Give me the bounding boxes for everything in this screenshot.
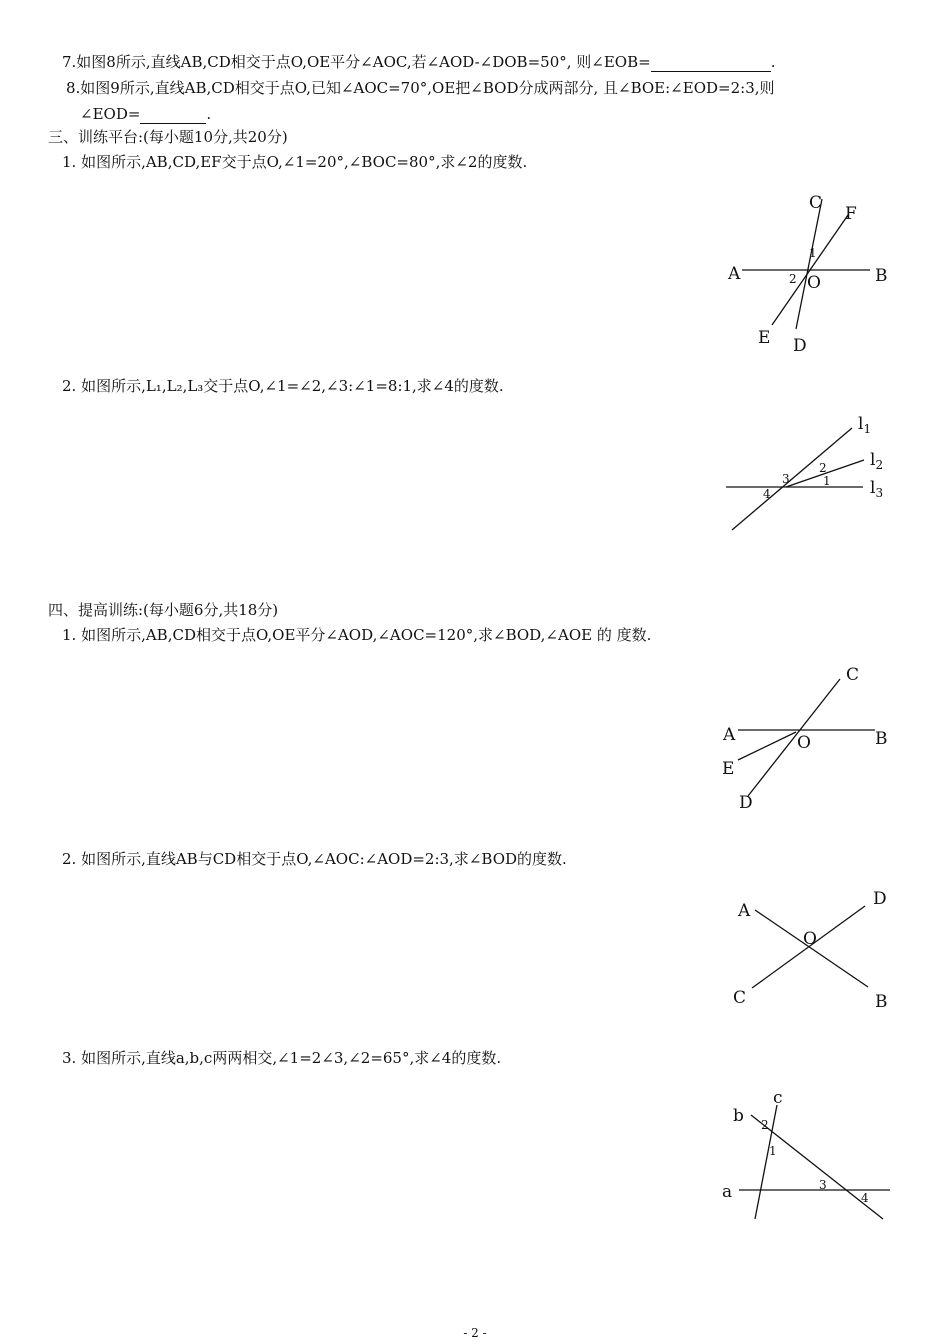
label-b: B — [875, 729, 888, 749]
angle-3-label: 3 — [782, 472, 790, 486]
question-7-text: 7.如图8所示,直线AB,CD相交于点O,OE平分∠AOC,若∠AOD-∠DOB=50°, 则∠EOB= — [62, 53, 651, 71]
label-d: D — [793, 336, 807, 356]
label-d: D — [873, 889, 887, 909]
label-o: O — [807, 273, 821, 293]
question-7-tail: . — [770, 53, 776, 71]
line-cd — [748, 679, 840, 796]
section-3-question-2: 2. 如图所示,L₁,L₂,L₃交于点O,∠1=∠2,∠3:∠1=8:1,求∠4的度数. — [62, 377, 504, 395]
label-o: O — [803, 929, 817, 949]
label-c: C — [809, 193, 823, 213]
angle-1-label: 1 — [769, 1144, 777, 1158]
figure-lines-ab-cd-cross — [725, 880, 900, 1015]
label-b: B — [875, 266, 888, 286]
label-a: A — [738, 901, 751, 921]
angle-1-label: 1 — [809, 246, 817, 260]
figure-lines-l1-l2-l3 — [720, 410, 900, 540]
section-4-question-3: 3. 如图所示,直线a,b,c两两相交,∠1=2∠3,∠2=65°,求∠4的度数. — [62, 1049, 502, 1067]
section-4-question-1: 1. 如图所示,AB,CD相交于点O,OE平分∠AOD,∠AOC=120°,求∠BOD,∠AOE 的 度数. — [62, 626, 652, 644]
question-8-line2 — [80, 104, 211, 124]
angle-4-label: 4 — [763, 487, 771, 501]
angle-2-label: 2 — [819, 461, 827, 475]
line-cd — [796, 199, 822, 329]
angle-4-label: 4 — [861, 1191, 869, 1205]
figure-lines-ab-cd-ef — [720, 185, 900, 360]
label-a: A — [728, 264, 741, 284]
label-a: A — [723, 725, 736, 745]
label-c: c — [773, 1088, 783, 1108]
line-l1 — [732, 428, 852, 530]
question-8-text: 8.如图9所示,直线AB,CD相交于点O,已知∠AOC=70°,OE把∠BOD分成两部分, 且∠BOE:∠EOD=2:3,则 — [66, 79, 775, 97]
label-c: C — [733, 988, 747, 1008]
label-f: F — [845, 204, 857, 224]
angle-2-label: 2 — [761, 1118, 769, 1132]
label-l2: $l_2$ — [870, 450, 884, 472]
question-8-label: ∠EOD= — [80, 105, 141, 123]
figure-lines-ab-cd-oe — [718, 660, 898, 815]
figure-lines-a-b-c — [715, 1085, 900, 1230]
question-8-tail: . — [206, 105, 212, 123]
label-d: D — [739, 793, 753, 813]
answer-blank-8[interactable] — [140, 107, 206, 124]
page-number: - 2 - — [463, 1326, 487, 1340]
label-e: E — [722, 759, 735, 779]
label-o: O — [797, 733, 811, 753]
angle-2-label: 2 — [789, 272, 797, 286]
section-4-title: 四、提高训练:(每小题6分,共18分) — [48, 601, 279, 619]
label-c: C — [846, 665, 860, 685]
label-b: b — [733, 1106, 744, 1126]
section-3-title: 三、训练平台:(每小题10分,共20分) — [48, 128, 288, 146]
section-4-question-2: 2. 如图所示,直线AB与CD相交于点O,∠AOC:∠AOD=2:3,求∠BOD的度数. — [62, 850, 567, 868]
label-e: E — [758, 328, 771, 348]
angle-3-label: 3 — [819, 1178, 827, 1192]
question-8 — [66, 78, 775, 98]
label-l1: $l_1$ — [858, 414, 872, 436]
section-3-question-1: 1. 如图所示,AB,CD,EF交于点O,∠1=20°,∠BOC=80°,求∠2的度数. — [62, 153, 528, 171]
angle-1-label: 1 — [823, 474, 831, 488]
label-a: a — [722, 1182, 733, 1202]
label-l3: $l_3$ — [870, 478, 884, 500]
answer-blank-7[interactable] — [651, 55, 771, 72]
question-7 — [62, 52, 775, 72]
label-b: B — [875, 992, 888, 1012]
